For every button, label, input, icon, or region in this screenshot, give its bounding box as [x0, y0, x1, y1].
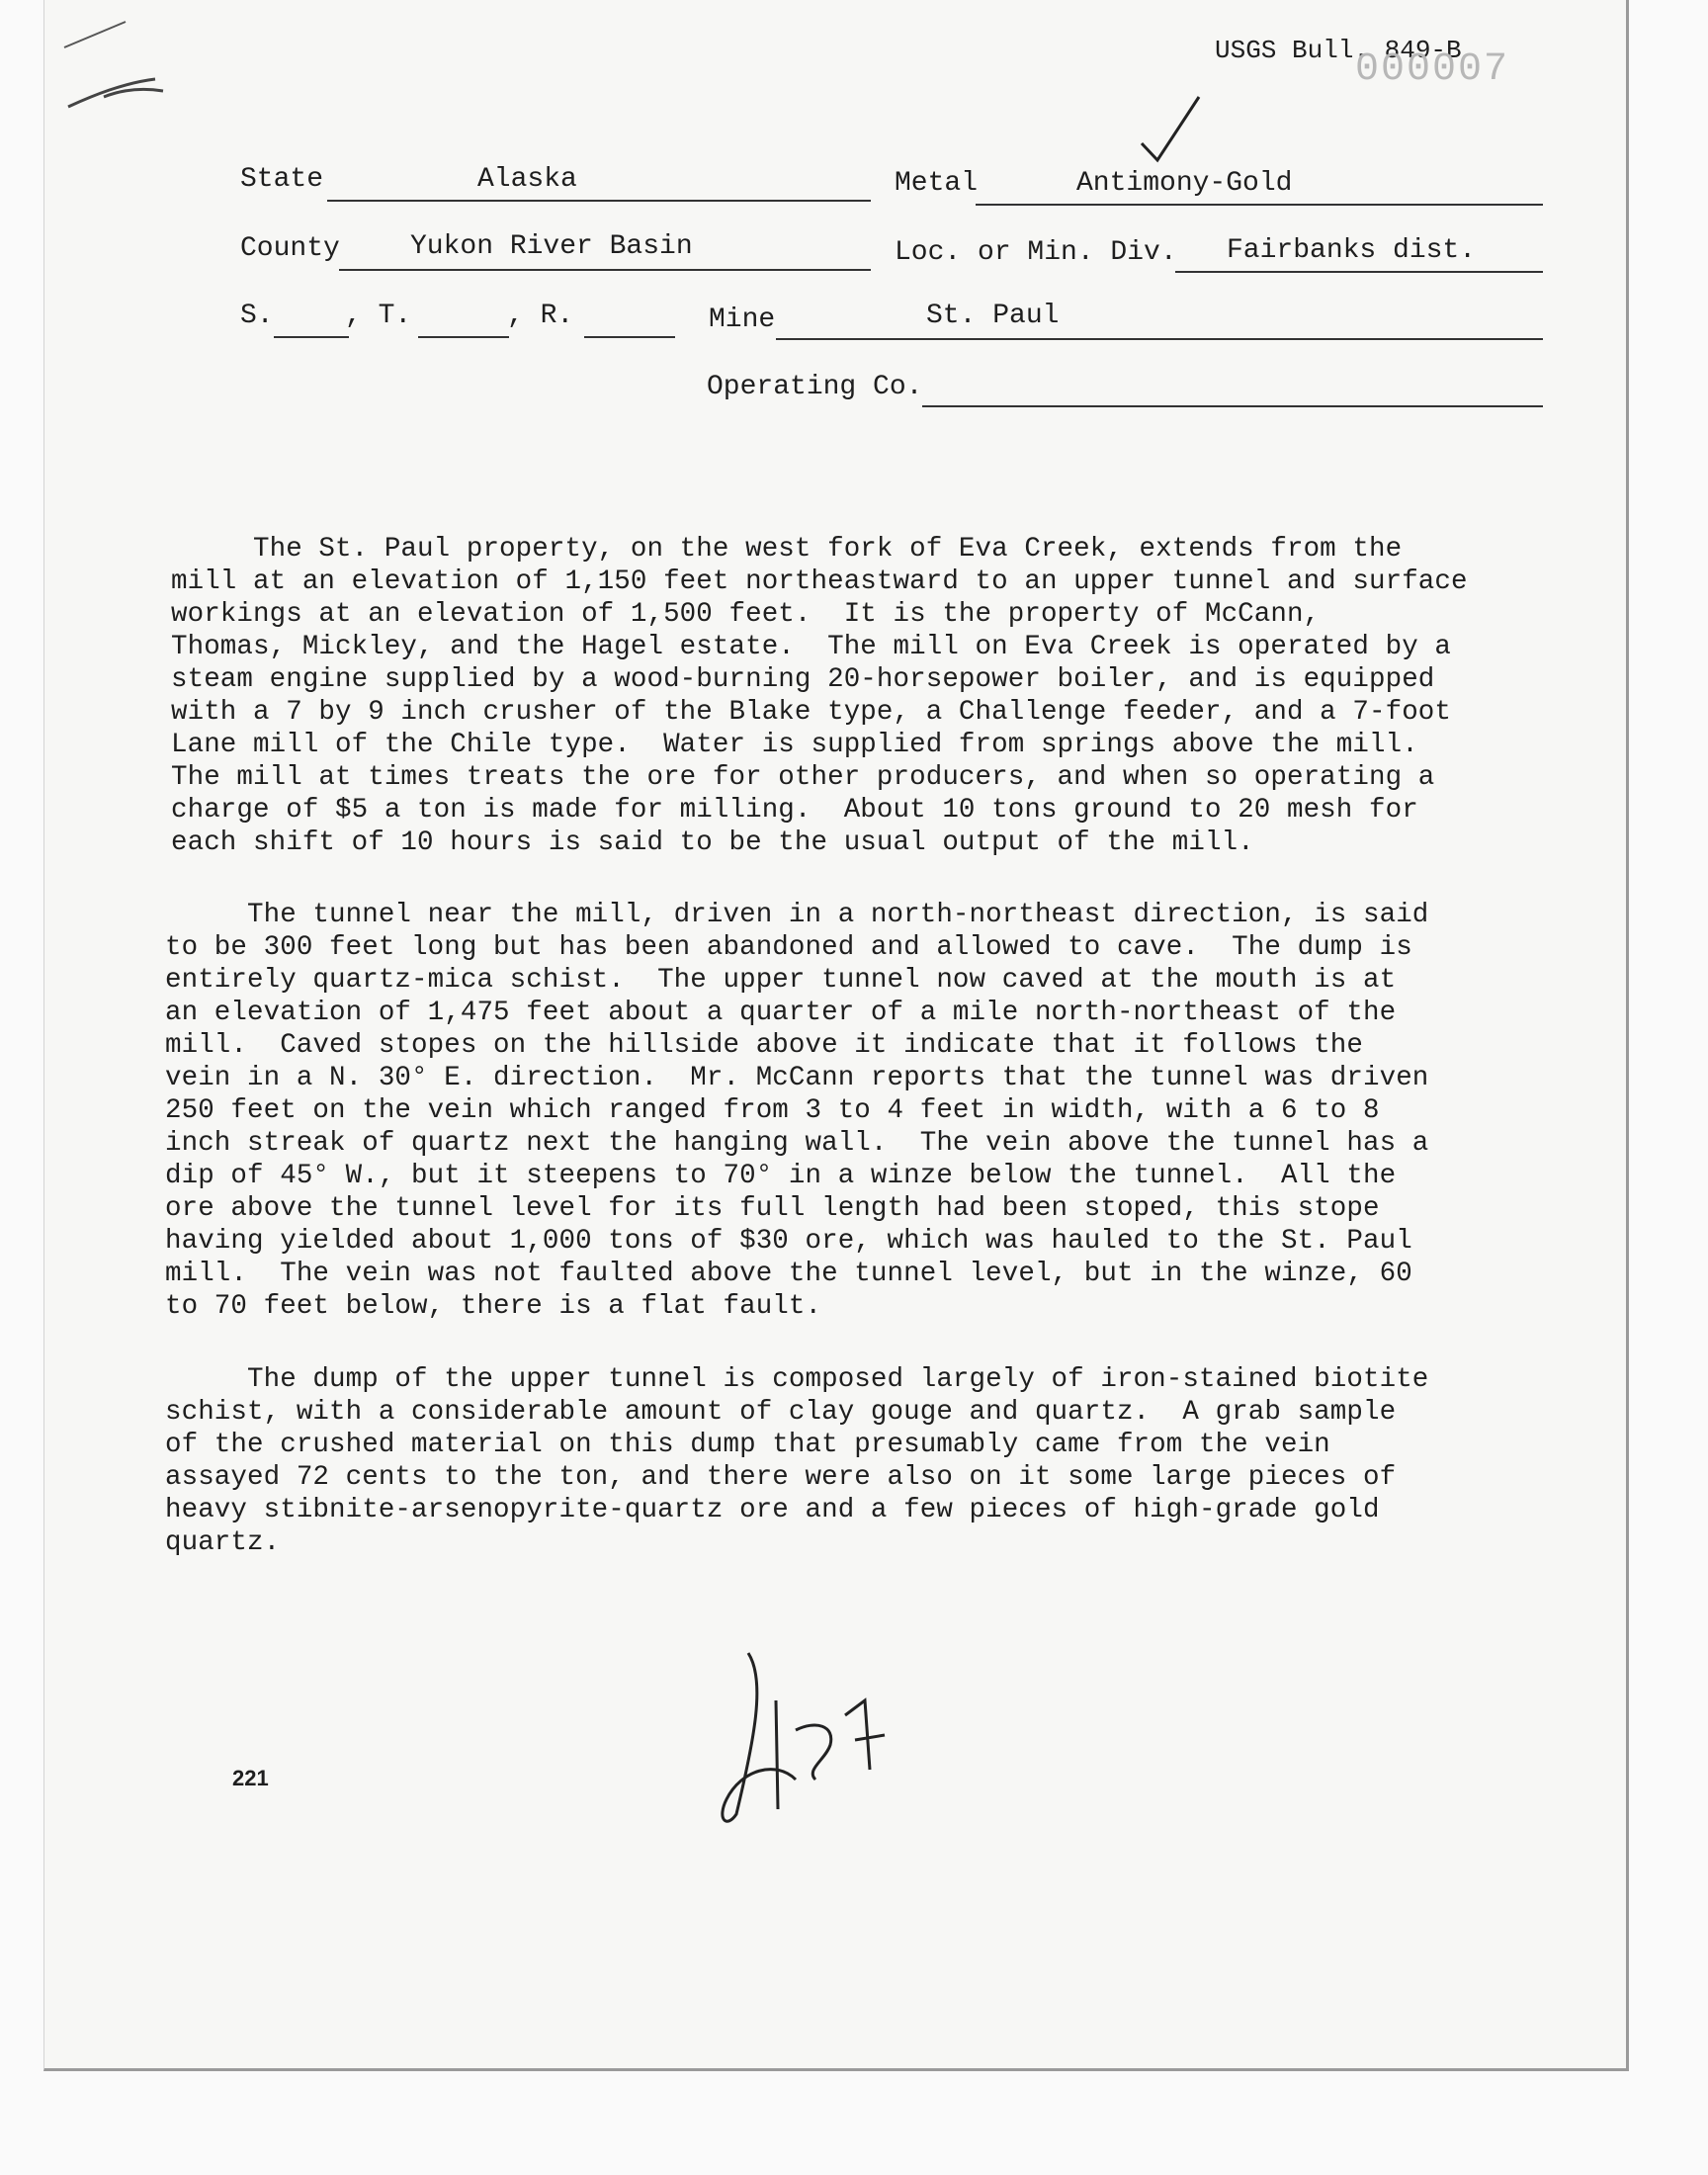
paragraph-line: heavy stibnite-arsenopyrite-quartz ore and a few pieces of high-grade gold	[165, 1495, 1380, 1525]
mine-label: Mine	[709, 304, 776, 335]
county-label: County	[240, 233, 340, 264]
operating-label: Operating Co.	[707, 372, 923, 402]
paragraph-line: charge of $5 a ton is made for milling. About 10 tons ground to 20 mesh for	[171, 795, 1418, 826]
paragraph-line: vein in a N. 30° E. direction. Mr. McCann reports that the tunnel was driven	[165, 1063, 1429, 1093]
county-value: Yukon River Basin	[410, 231, 693, 262]
paragraph-line: of the crushed material on this dump that presumably came from the vein	[165, 1430, 1330, 1460]
operating-rule	[922, 405, 1543, 407]
serial-stamp: 000007	[1355, 47, 1510, 92]
range-label: , R.	[507, 301, 574, 331]
metal-rule	[976, 204, 1543, 206]
paragraph-line: inch streak of quartz next the hanging wall. The vein above the tunnel has a	[165, 1128, 1429, 1159]
loc-rule	[1175, 271, 1543, 273]
mine-value: St. Paul	[926, 301, 1060, 331]
paragraph-line: The dump of the upper tunnel is composed largely of iron-stained biotite	[165, 1364, 1429, 1395]
paragraph-line: Thomas, Mickley, and the Hagel estate. The mill on Eva Creek is operated by a	[171, 632, 1452, 662]
paragraph-line: quartz.	[165, 1527, 281, 1558]
check-mark	[1142, 97, 1199, 160]
paragraph-line: to 70 feet below, there is a flat fault.	[165, 1291, 822, 1322]
paragraph-line: each shift of 10 hours is said to be the usual output of the mill.	[171, 827, 1254, 858]
paragraph-line: mill. Caved stopes on the hillside above it indicate that it follows the	[165, 1030, 1363, 1061]
paragraph-line: with a 7 by 9 inch crusher of the Blake type, a Challenge feeder, and a 7-foot	[171, 697, 1452, 728]
section-rule	[274, 336, 349, 338]
paragraph-line: schist, with a considerable amount of clay gouge and quartz. A grab sample	[165, 1397, 1397, 1428]
paragraph-line: having yielded about 1,000 tons of $30 ore, which was hauled to the St. Paul	[165, 1226, 1412, 1257]
paragraph-line: Lane mill of the Chile type. Water is supplied from springs above the mill.	[171, 730, 1418, 760]
paragraph-line: steam engine supplied by a wood-burning 20-horsepower boiler, and is equipped	[171, 664, 1435, 695]
paragraph-line: entirely quartz-mica schist. The upper tunnel now caved at the mouth is at	[165, 965, 1397, 996]
document-reference: USGS Bull. 849-B	[1215, 36, 1462, 65]
county-rule	[339, 269, 871, 271]
paragraph-line: The St. Paul property, on the west fork of Eva Creek, extends from the	[171, 534, 1403, 565]
range-rule	[584, 336, 675, 338]
corner-pencil-mark	[64, 22, 126, 47]
signature-initials	[723, 1653, 885, 1821]
corner-pencil-scribble	[68, 79, 163, 107]
page-number: 221	[232, 1766, 269, 1790]
state-label: State	[240, 164, 324, 195]
state-value: Alaska	[477, 164, 577, 195]
paragraph-line: 250 feet on the vein which ranged from 3 to 4 feet in width, with a 6 to 8	[165, 1095, 1380, 1126]
metal-label: Metal	[895, 168, 979, 199]
state-rule	[327, 200, 871, 202]
loc-label: Loc. or Min. Div.	[895, 237, 1177, 268]
township-rule	[418, 336, 509, 338]
section-label: S.	[240, 301, 274, 331]
paragraph-line: an elevation of 1,475 feet about a quarter of a mile north-northeast of the	[165, 998, 1397, 1028]
metal-value: Antimony-Gold	[1076, 168, 1293, 199]
paragraph-line: The mill at times treats the ore for other producers, and when so operating a	[171, 762, 1435, 793]
paper-sheet	[43, 0, 1629, 2071]
paragraph-line: mill at an elevation of 1,150 feet northeastward to an upper tunnel and surface	[171, 566, 1468, 597]
township-label: , T.	[345, 301, 412, 331]
loc-value: Fairbanks dist.	[1227, 235, 1477, 266]
paragraph-line: ore above the tunnel level for its full length had been stoped, this stope	[165, 1193, 1380, 1224]
paragraph-line: mill. The vein was not faulted above the tunnel level, but in the winze, 60	[165, 1259, 1412, 1289]
paragraph-line: workings at an elevation of 1,500 feet. It is the property of McCann,	[171, 599, 1321, 630]
paragraph-line: dip of 45° W., but it steepens to 70° in a winze below the tunnel. All the	[165, 1161, 1397, 1191]
paragraph-line: to be 300 feet long but has been abandoned and allowed to cave. The dump is	[165, 932, 1412, 963]
paragraph-line: The tunnel near the mill, driven in a north-northeast direction, is said	[165, 900, 1429, 930]
mine-rule	[776, 338, 1543, 340]
paragraph-line: assayed 72 cents to the ton, and there were also on it some large pieces of	[165, 1462, 1397, 1493]
